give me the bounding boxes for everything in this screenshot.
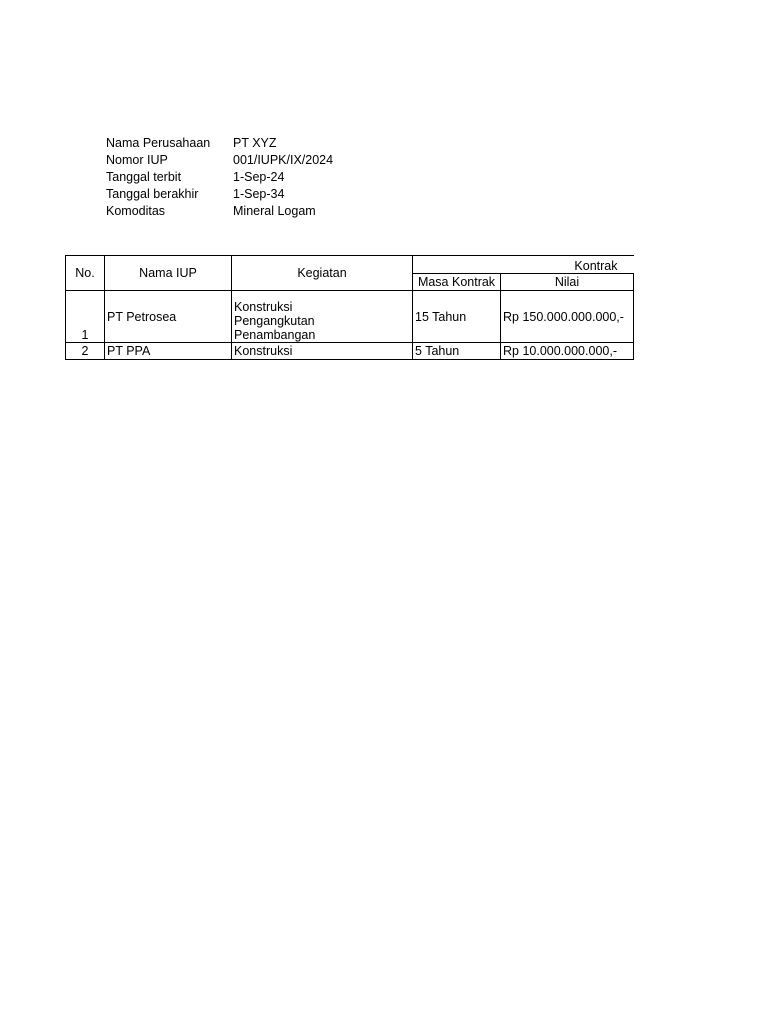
header-no: No.: [66, 256, 105, 291]
kegiatan-line: Penambangan: [234, 328, 316, 342]
info-label: Komoditas: [106, 204, 166, 218]
kegiatan-line: Konstruksi: [234, 300, 293, 314]
cell-kegiatan: Konstruksi: [232, 343, 413, 360]
header-row-top: [66, 256, 634, 274]
cell-no: 1: [66, 291, 105, 343]
header-nilai: Nilai: [501, 274, 634, 291]
info-row-issue-date: [106, 169, 333, 186]
cell-nilai: Rp 150.000.000.000,-: [501, 291, 634, 343]
info-label: Nomor IUP: [106, 153, 168, 167]
contract-table: [65, 255, 634, 360]
info-label: Tanggal berakhir: [106, 187, 199, 201]
info-row-commodity: [106, 203, 333, 220]
cell-nama-iup: PT Petrosea: [105, 291, 232, 343]
table-row: [66, 343, 634, 360]
header-nama-iup: Nama IUP: [105, 256, 232, 291]
table-row: [66, 291, 634, 343]
cell-nama-iup: PT PPA: [105, 343, 232, 360]
cell-nilai: Rp 10.000.000.000,-: [501, 343, 634, 360]
cell-masa-kontrak: 15 Tahun: [413, 291, 501, 343]
info-value: Mineral Logam: [233, 204, 316, 218]
info-row-expiry-date: [106, 186, 333, 203]
info-value: 001/IUPK/IX/2024: [233, 153, 334, 167]
info-row-company-name: [106, 135, 333, 152]
info-value: 1-Sep-34: [233, 187, 285, 201]
cell-no: 2: [66, 343, 105, 360]
info-row-iup-number: [106, 152, 333, 169]
company-info: [106, 135, 333, 220]
info-value: 1-Sep-24: [233, 170, 285, 184]
cell-kegiatan: [232, 291, 413, 343]
header-masa-kontrak: Masa Kontrak: [413, 274, 501, 291]
info-label: Nama Perusahaan: [106, 136, 211, 150]
info-label: Tanggal terbit: [106, 170, 182, 184]
header-kontrak: Kontrak: [413, 256, 634, 274]
info-value: PT XYZ: [233, 136, 277, 150]
cell-masa-kontrak: 5 Tahun: [413, 343, 501, 360]
kegiatan-line: Pengangkutan: [234, 314, 315, 328]
header-kegiatan: Kegiatan: [232, 256, 413, 291]
